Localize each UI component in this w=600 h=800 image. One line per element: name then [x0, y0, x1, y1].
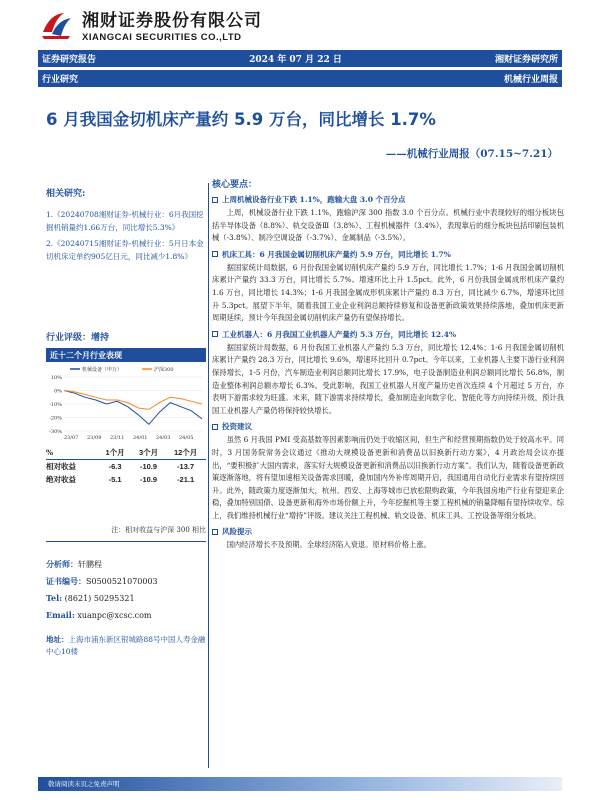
- related-title: 相关研究:: [46, 189, 86, 199]
- perf-value: -6.3: [108, 462, 122, 471]
- industry-rating: 行业评级：增持: [46, 333, 110, 343]
- legend-label: 机械设备（申万）: [82, 367, 123, 373]
- perf-value: -13.7: [177, 462, 195, 471]
- series-line: [64, 391, 202, 425]
- institute: 湘财证券研究所: [494, 55, 558, 65]
- perf-row: [46, 460, 206, 474]
- report-title: 6 月我国金切机床产量约 5.9 万台，同比增长 1.7%: [46, 110, 436, 129]
- perf-label: 绝对收益: [46, 475, 76, 484]
- perf-header: 3个月: [132, 446, 165, 460]
- chart-title: 近十二个月行业表现: [46, 348, 206, 362]
- footer-disclaimer: 敬请阅读末页之免责声明: [38, 777, 562, 791]
- company-name-cn: 湘财证券股份有限公司: [82, 11, 262, 31]
- legend-label: 沪深300: [154, 367, 174, 373]
- x-tick-label: 24/01: [133, 435, 148, 441]
- chart-svg: [46, 363, 206, 443]
- analyst-info: [46, 556, 206, 658]
- related-item[interactable]: 1.《20240708湘财证券-机械行业：6月我国挖掘机销量约1.66万台，同比增长5.3%》: [46, 210, 204, 232]
- report-type: 证券研究报告: [42, 55, 97, 65]
- perf-header: 1个月: [98, 446, 131, 460]
- y-tick-label: -10%: [49, 401, 62, 408]
- section-heading-text: 投资建议: [222, 422, 252, 432]
- cert-label: 证书编号：: [46, 576, 86, 586]
- section-heading-text: 风险提示: [222, 527, 252, 537]
- x-tick-label: 23/07: [64, 435, 79, 441]
- core-title: 核心要点：: [212, 180, 258, 190]
- company-logo: [40, 6, 262, 43]
- main-content: [212, 177, 564, 552]
- analyst-label: 分析师：: [46, 559, 78, 569]
- x-tick-label: 24/03: [156, 435, 171, 441]
- checkbox-bullet-icon: [212, 251, 218, 257]
- category: 行业研究: [42, 75, 79, 85]
- tel-label: Tel:: [46, 593, 63, 603]
- addr-label: 地址：: [46, 635, 69, 644]
- perf-label: 相对收益: [46, 462, 76, 471]
- perf-header: %: [46, 446, 98, 460]
- sidebar: [46, 186, 206, 267]
- company-name-en: XIANGCAI SECURITIES CO.,LTD: [82, 32, 242, 43]
- related-item[interactable]: 2.《20240715湘财证券-机械行业：5月日本金切机床定单约905亿日元，同比减少1.8%》: [46, 239, 204, 261]
- section-heading-text: 机床工具：6 月我国金属切削机床产量约 5.9 万台，同比增长 1.7%: [222, 249, 451, 259]
- section-text: 虽然 6 月我国 PMI 受高基数等因素影响而仍处于收缩区间，但生产和经营预期指数仍处于较高水平。同时，3 月国务院常务会议通过《推动大规模设备更新和消费品以旧换新行动方案》，4 月政治局会议亦提出，“要积极扩大国内需求，落实好大规模设备更新和消费品以旧换新行动方案”。我们认为，随着设备更新政策逐渐落地，将有望加速相关设备需求回暖，叠加国内外补库周期开启，我国通用自动化行业需求有望持续回升。此外，随政策力度逐渐加大，杭州、西安、上海等城市已放松限购政策，今年我国房地产行业有望迎来企稳，叠加特别国债、设备更新和海外市场份额上升，今年挖掘机等主要工程机械的销量降幅有望持续收窄。综上，我们维持机械行业“增持”评级。建议关注工程机械、轨交设备、机床工具、工控设备等细分板块。: [212, 435, 564, 520]
- y-tick-label: 0%: [54, 388, 62, 395]
- report-subtitle: ——机械行业周报（07.15~7.21）: [385, 148, 558, 160]
- logo-icon: [40, 10, 74, 40]
- section-heading: [212, 194, 564, 205]
- email-label: Email:: [46, 610, 75, 620]
- column-divider: [208, 183, 209, 768]
- x-tick-label: 23/09: [87, 435, 102, 441]
- y-tick-label: -20%: [49, 415, 62, 422]
- perf-value: -5.1: [108, 475, 122, 484]
- perf-value: -21.1: [177, 475, 195, 484]
- perf-row: [46, 473, 206, 486]
- perf-value: -10.9: [139, 462, 158, 471]
- perf-note: 注：相对收益与沪深 300 相比: [46, 525, 206, 542]
- analyst-name: 轩鹏程: [78, 560, 102, 569]
- tel-number: (8621) 50295321: [64, 594, 135, 603]
- header-bar-top: [38, 50, 562, 67]
- section-heading: [212, 249, 564, 260]
- report-date: 2024 年 07 月 22 日: [249, 55, 342, 65]
- section-heading: [212, 329, 564, 340]
- cert-number: S0500521070003: [86, 577, 158, 586]
- y-tick-label: -30%: [49, 428, 62, 435]
- perf-value: -10.9: [139, 475, 158, 484]
- section-text: 据国家统计局数据，6 月份我国金属切削机床产量约 5.9 万台，同比增长 1.7%；1-6 月我国金属切削机床累计产量约 33.3 万台，同比增长 5.7%。增速环比上升 1.5pct。此外，6 月份我国金属成形机床产量约 1.6 万台，同比增长 14.3%；1-6 月我国金属成形机床累计产量约 8.3 万台，同比减少 6.7%，增速环比回升 5.3pct。展望下半年，随着我国工业企业利润总额持续修复和设备更新政策效果持续落地，叠加机床更新周期延续，预计今年我国金属切削机床产量仍有望保持增长。: [212, 262, 564, 323]
- performance-chart: [46, 363, 206, 443]
- address: 上海市浦东新区银城路88号中国人寿金融中心10楼: [46, 635, 206, 656]
- email-address[interactable]: xuanpc@xcsc.com: [77, 611, 152, 620]
- y-tick-label: 10%: [50, 374, 62, 381]
- section-heading: [212, 526, 564, 537]
- section-heading-text: 工业机器人：6 月我国工业机器人产量约 5.3 万台，同比增长 12.4%: [222, 329, 457, 339]
- x-tick-label: 24/05: [179, 435, 194, 441]
- section-text: 上周，机械设备行业下跌 1.1%，跑输沪深 300 指数 3.0 个百分点。机械行业中表现较好的细分板块包括半导体设备（8.8%）、轨交设备Ⅲ（3.8%）、工程机械器件（3.4%），表现靠后的细分板块包括印刷包装机械（-3.8%）、制冷空调设备（-3.7%）、金属制品（-3.5%）。: [212, 208, 564, 243]
- checkbox-bullet-icon: [212, 197, 218, 203]
- related-list: [46, 209, 206, 263]
- section-text: 国内经济增长不及预期。全球经济陷入衰退。原材料价格上涨。: [226, 540, 431, 550]
- checkbox-bullet-icon: [212, 424, 218, 430]
- checkbox-bullet-icon: [212, 529, 218, 535]
- section-heading: [212, 421, 564, 432]
- section-text: 据国家统计局数据，6 月份我国工业机器人产量约 5.3 万台，同比增长 12.4%；1-6 月我国金属切削机床累计产量约 28.3 万台，同比增长 9.6%，增速环比回升 0.7pct。今年以来，工业机器人主要下游行业利润保持增长，1-5 月份，汽车制造业利润总额同比增长 17.9%，电子设备制造业利润总额同比增长 56.8%，制造业整体利润总额亦增长 6.3%。受此影响，我国工业机器人月度产量历史首次连续 4 个月超过 5 万台，亦表明下游需求较为旺盛。未来，随下游需求持续增长，叠加制造业向数字化、智能化等方向持续升级，预计我国工业机器人产量仍将保持较快增长。: [212, 342, 564, 415]
- section-heading-text: 上周机械设备行业下跌 1.1%，跑输大盘 3.0 个百分点: [222, 195, 406, 204]
- checkbox-bullet-icon: [212, 331, 218, 337]
- series: 机械行业周报: [503, 75, 558, 85]
- header-bar-bottom: [38, 70, 562, 87]
- x-tick-label: 23/11: [110, 435, 125, 441]
- performance-table: [46, 446, 206, 486]
- perf-header: 12个月: [165, 446, 206, 460]
